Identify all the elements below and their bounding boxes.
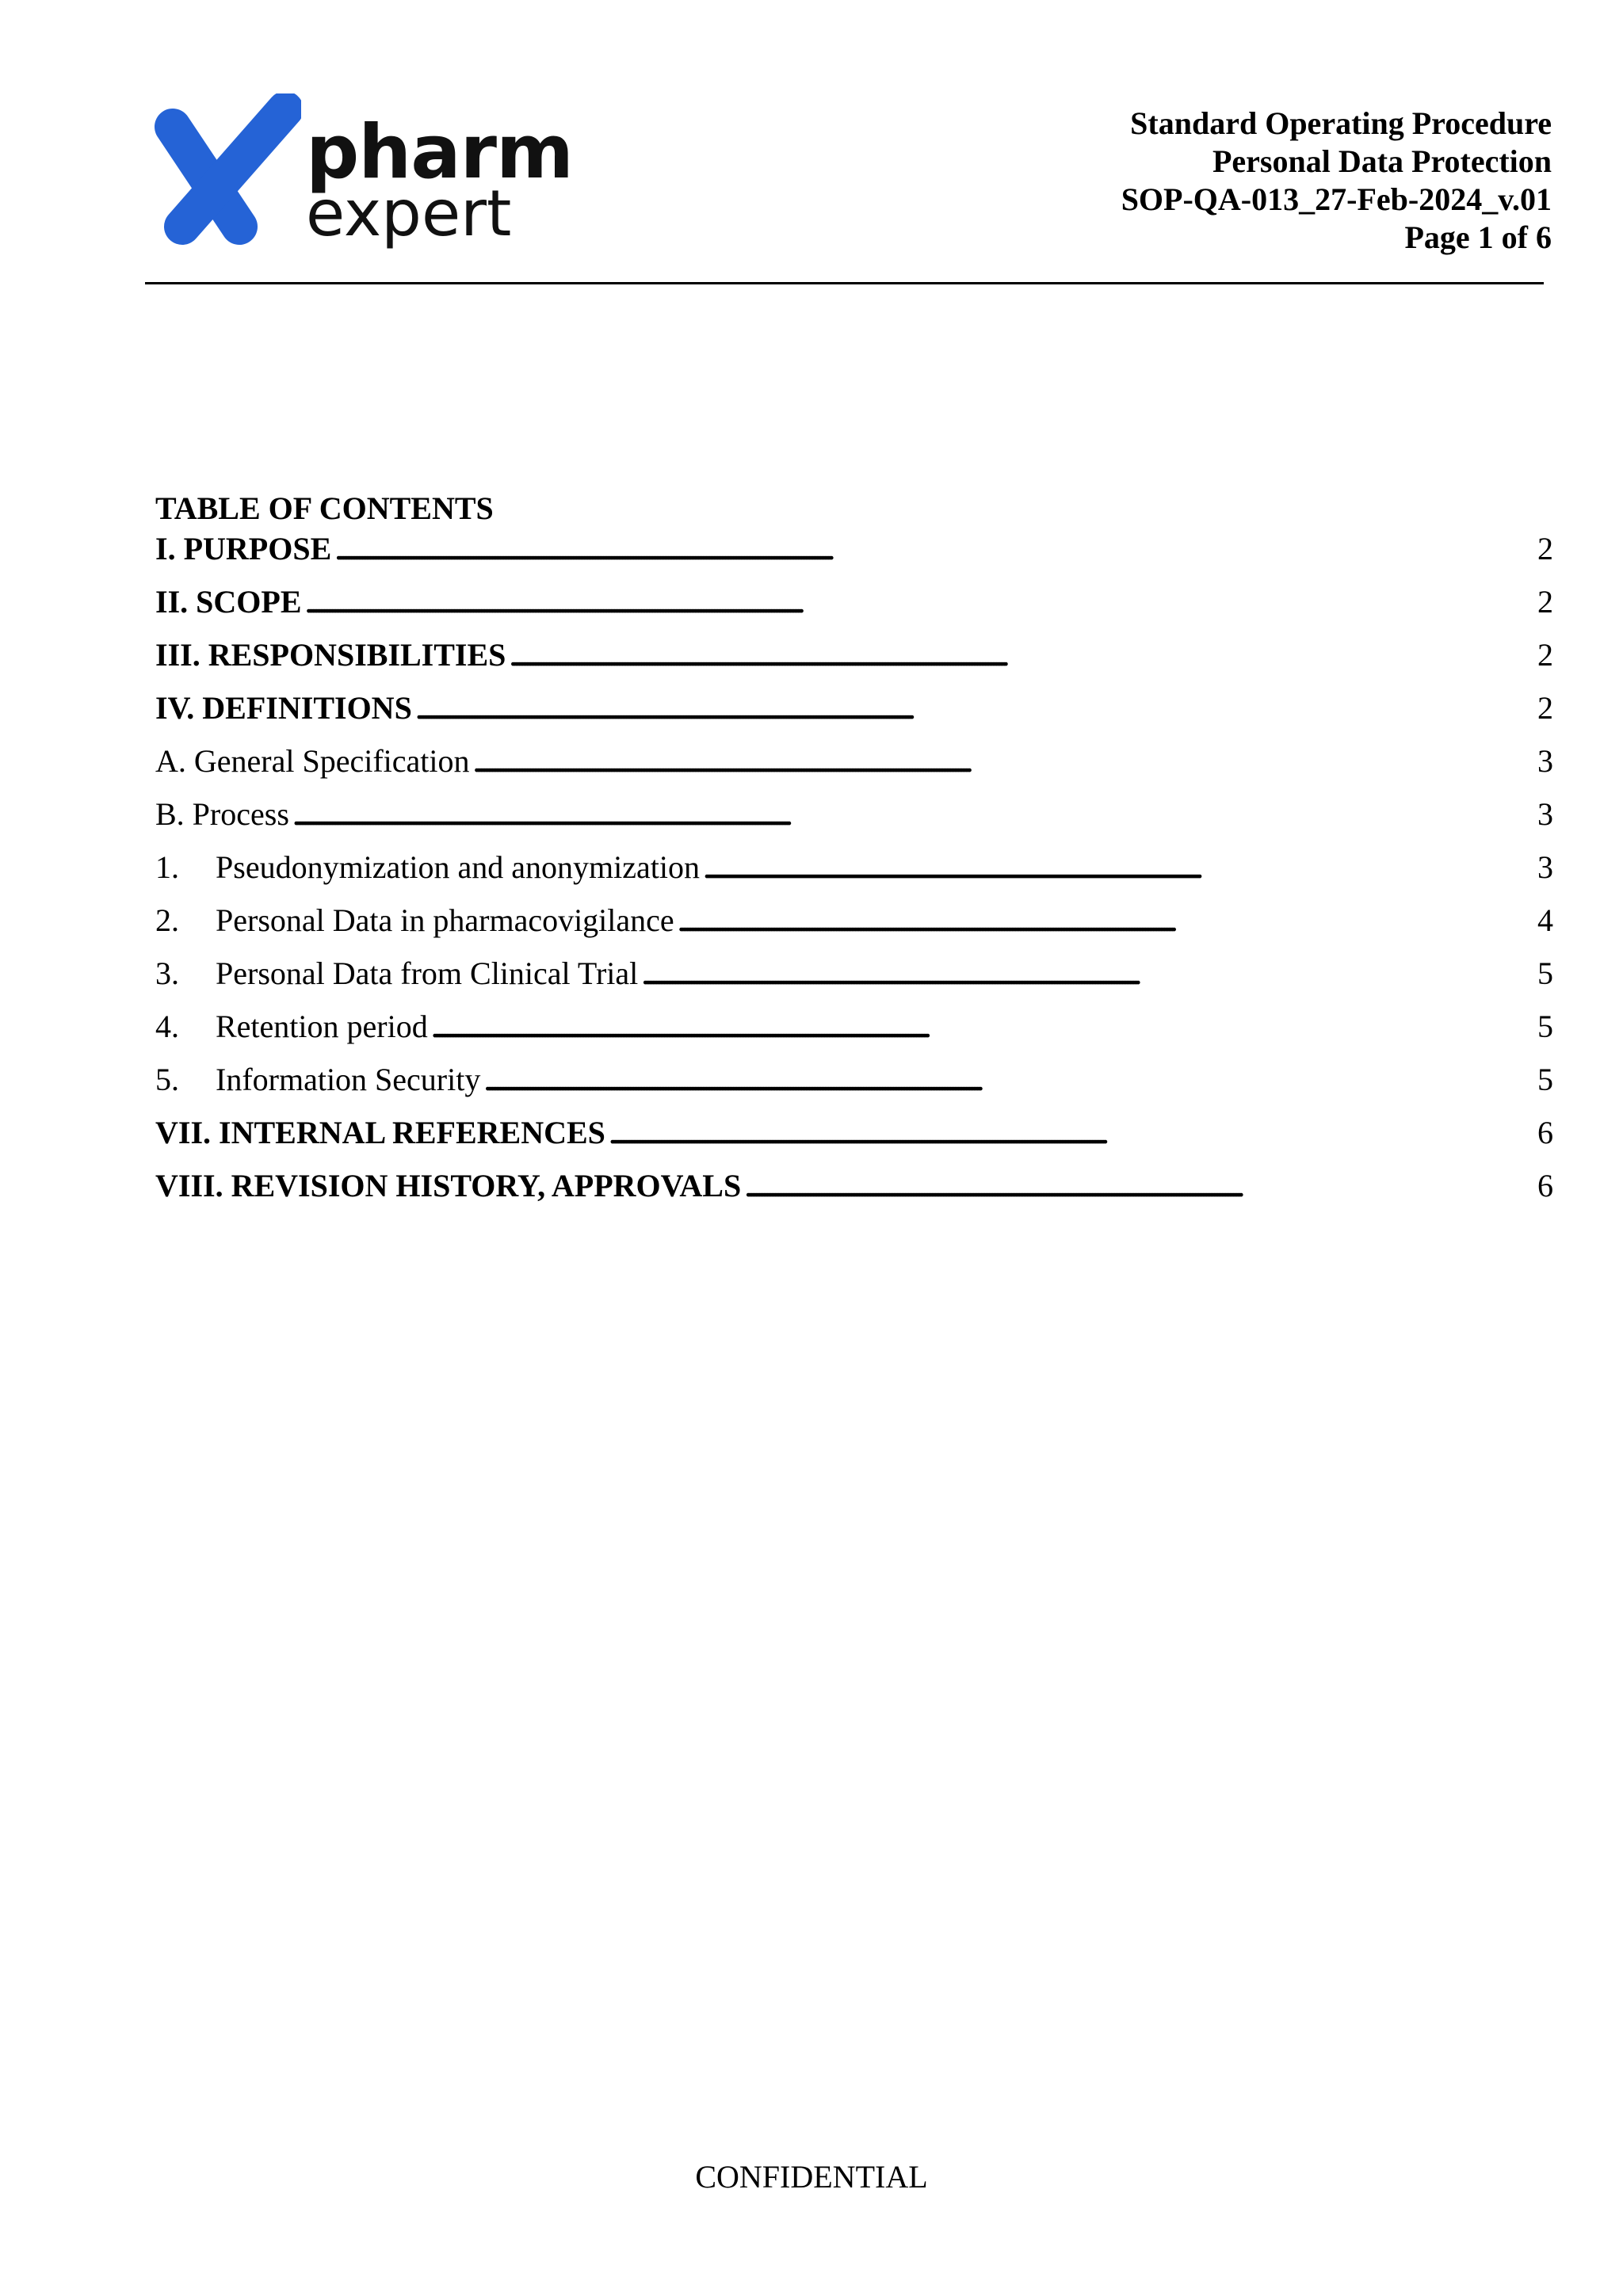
toc-entry[interactable]: [155, 1007, 1553, 1060]
toc-entry-label: Pseudonymization and anonymization: [216, 849, 700, 885]
page-indicator: Page 1 of 6: [1404, 219, 1552, 255]
toc-entry-page: 2: [1537, 637, 1553, 673]
toc-entry-page: 3: [1537, 849, 1553, 885]
toc-entry-page: 5: [1537, 955, 1553, 991]
toc-entry-page: 6: [1537, 1168, 1553, 1203]
table-of-contents: [155, 490, 1553, 1219]
x-logo-icon: [151, 93, 301, 252]
toc-entry[interactable]: [155, 1060, 1553, 1113]
toc-dot-leader: [509, 635, 1534, 675]
toc-dot-leader: [473, 742, 1534, 781]
toc-title: TABLE OF CONTENTS: [155, 490, 494, 526]
toc-entry[interactable]: [155, 529, 1553, 582]
toc-dot-leader: [431, 1007, 1534, 1047]
toc-entry-page: 6: [1537, 1115, 1553, 1150]
toc-entry[interactable]: [155, 1166, 1553, 1219]
toc-entry-page: 4: [1537, 902, 1553, 938]
toc-entry-label: A. General Specification: [155, 743, 470, 779]
toc-entry[interactable]: [155, 848, 1553, 901]
toc-entry-label: Information Security: [216, 1062, 481, 1097]
toc-list: [155, 529, 1553, 1219]
toc-entry-label: IV. DEFINITIONS: [155, 690, 412, 726]
toc-entry-page: 3: [1537, 796, 1553, 832]
toc-dot-leader: [744, 1166, 1534, 1206]
footer-confidential: CONFIDENTIAL: [695, 2159, 928, 2195]
toc-entry-page: 2: [1537, 531, 1553, 566]
toc-entry-page: 5: [1537, 1009, 1553, 1044]
toc-entry[interactable]: [155, 582, 1553, 635]
toc-entry-label: III. RESPONSIBILITIES: [155, 637, 506, 673]
toc-entry-number: 4.: [155, 1009, 179, 1044]
toc-entry-label: Personal Data from Clinical Trial: [216, 955, 639, 991]
company-logo: [151, 93, 573, 252]
toc-entry[interactable]: [155, 742, 1553, 795]
toc-dot-leader: [292, 795, 1534, 834]
toc-dot-leader: [678, 901, 1534, 940]
toc-entry[interactable]: [155, 795, 1553, 848]
toc-entry-label: Retention period: [216, 1009, 428, 1044]
toc-entry-label: VIII. REVISION HISTORY, APPROVALS: [155, 1168, 742, 1203]
toc-entry-number: 1.: [155, 849, 179, 885]
toc-entry-label: Personal Data in pharmacovigilance: [216, 902, 674, 938]
document-header-info: [1121, 105, 1552, 257]
toc-entry-page: 2: [1537, 690, 1553, 726]
toc-entry-number: 5.: [155, 1062, 179, 1097]
toc-entry[interactable]: [155, 688, 1553, 742]
toc-entry[interactable]: [155, 954, 1553, 1007]
toc-entry-page: 5: [1537, 1062, 1553, 1097]
toc-dot-leader: [334, 529, 1534, 569]
toc-dot-leader: [609, 1113, 1534, 1153]
logo-text-pharm: pharm: [306, 109, 573, 196]
doc-type: Standard Operating Procedure: [1130, 105, 1552, 141]
toc-entry-page: 3: [1537, 743, 1553, 779]
header-divider: [145, 282, 1544, 284]
toc-entry-label: I. PURPOSE: [155, 531, 332, 566]
toc-entry[interactable]: [155, 1113, 1553, 1166]
toc-entry-label: B. Process: [155, 796, 289, 832]
toc-dot-leader: [703, 848, 1534, 887]
toc-entry-label: II. SCOPE: [155, 584, 302, 620]
doc-code: SOP-QA-013_27-Feb-2024_v.01: [1121, 181, 1552, 217]
toc-entry-number: 2.: [155, 902, 179, 938]
logo-text-expert: expert: [306, 177, 512, 250]
toc-entry[interactable]: [155, 635, 1553, 688]
toc-dot-leader: [415, 688, 1534, 728]
toc-entry-page: 2: [1537, 584, 1553, 620]
toc-dot-leader: [641, 954, 1534, 994]
toc-dot-leader: [305, 582, 1535, 622]
toc-entry-label: VII. INTERNAL REFERENCES: [155, 1115, 605, 1150]
toc-entry-number: 3.: [155, 955, 179, 991]
toc-dot-leader: [483, 1060, 1534, 1100]
toc-entry[interactable]: [155, 901, 1553, 954]
doc-title: Personal Data Protection: [1212, 143, 1552, 179]
